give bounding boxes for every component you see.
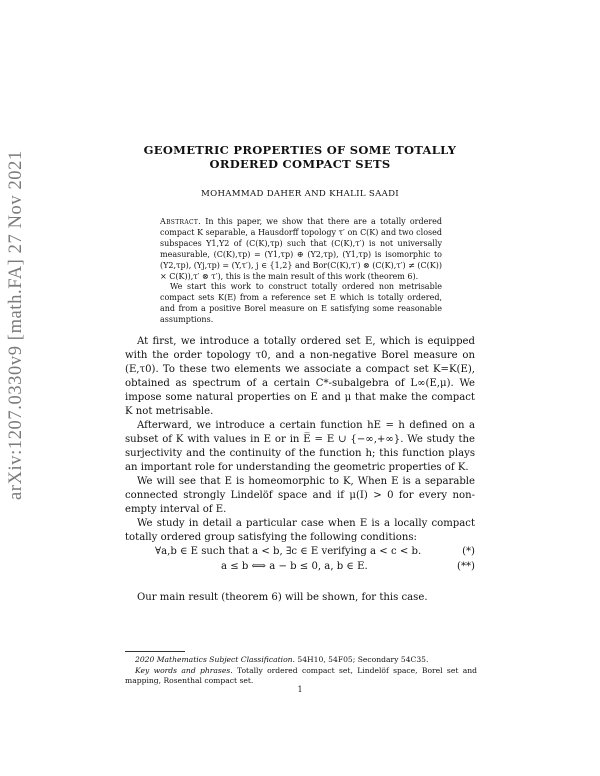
body-paragraph-2: Afterward, we introduce a certain function hE = h defined on a subset of K with values in E or in E̅ = E ∪ {−∞,+∞}. We study the surjectivity and the continuity of the function h; this function plays an important role for understanding the geometric properties of K.	[125, 420, 475, 473]
introduction	[125, 335, 475, 605]
equation-double-star-content: a ≤ b ⟺ a − b ≤ 0, a, b ∈ E.	[221, 561, 368, 572]
equation-star	[125, 545, 475, 560]
msc-text: 54H10, 54F05; Secondary 54C35.	[294, 655, 429, 664]
keywords-label: Key words and phrases.	[135, 665, 233, 675]
footnote-msc	[125, 655, 477, 666]
body-paragraph-4: We study in detail a particular case when E is a locally compact totally ordered group satisfying the following conditions:	[125, 518, 475, 543]
page-number: 1	[297, 685, 303, 694]
footnote-rule	[125, 651, 185, 652]
abstract	[160, 217, 442, 326]
title-line-1: GEOMETRIC PROPERTIES OF SOME TOTALLY	[143, 143, 457, 157]
title-line-2: ORDERED COMPACT SETS	[209, 157, 391, 171]
equation-double-star-tag: (**)	[457, 561, 475, 572]
keywords-text: Totally ordered compact set, Lindelöf space, Borel set and mapping, Rosenthal compact set.	[125, 665, 477, 685]
authors: MOHAMMAD DAHER AND KHALIL SAADI	[201, 189, 399, 199]
equation-double-star	[125, 560, 475, 575]
abstract-paragraph-1	[160, 217, 442, 282]
abstract-paragraph-2: We start this work to construct totally ordered non metrisable compact sets K(E) from a reference set E which is totally ordered, and from a positive Borel measure on E satisfying some reasonable assumptions.	[160, 282, 442, 325]
msc-label: 2020 Mathematics Subject Classification.	[135, 655, 295, 664]
footnotes	[125, 655, 477, 687]
footnote-keywords	[125, 666, 477, 687]
body-paragraph-5: Our main result (theorem 6) will be shown, for this case.	[137, 592, 428, 603]
body-paragraph-1: At first, we introduce a totally ordered set E, which is equipped with the order topology τ0, and a non-negative Borel measure on (E,τ0). To these two elements we associate a compact set K=K(E), obtained as spectrum of a certain C*-subalgebra of L∞(E,μ). We impose some natural properties on E and μ that make the compact K not metrisable.	[125, 336, 475, 417]
body-paragraph-3: We will see that E is homeomorphic to K, When E is a separable connected strongly Lindelöf space and if μ(I) > 0 for every non-empty interval of E.	[125, 476, 475, 515]
paper-title	[120, 143, 480, 171]
abstract-label: Abstract.	[160, 217, 201, 226]
equation-star-tag: (*)	[462, 546, 475, 557]
abstract-text-1: In this paper, we show that there are a totally ordered compact K separable, a Hausdorff topology τ′ on C(K) and two closed subspaces Y1,Y2 of (C(K),τp) such that (C(K),τ′) is not universally measurable, (C(K),τp) = (Y1,τp) ⊕ (Y2,τp), (Y1,τp) is isomorphic to (Y2,τp), (Yj,τp) = (Y,τ′), j ∈ {1,2} and Bor(C(K),τ′) ⊗ (C(K),τ′) ≠ (C(K)) × C(K)),τ′ ⊗ τ′), this is the main result of this work (theorem 6).	[160, 217, 443, 281]
arxiv-identifier: arXiv:1207.0330v9 [math.FA] 27 Nov 2021	[6, 150, 26, 500]
equation-star-content: ∀a,b ∈ E such that a < b, ∃c ∈ E verifying a < c < b.	[155, 546, 422, 557]
